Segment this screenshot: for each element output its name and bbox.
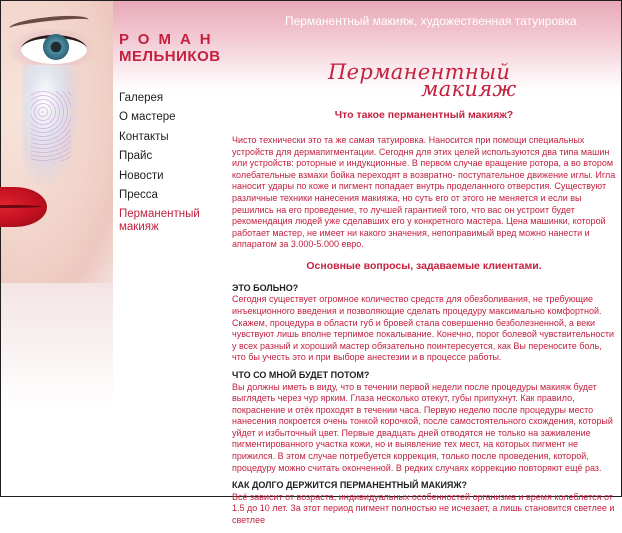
nav-item-about[interactable]: О мастере: [119, 111, 176, 124]
header-title: Перманентный макияж, художественная татуировка: [285, 14, 577, 28]
faq-question: ЭТО БОЛЬНО?: [232, 282, 299, 293]
main-question: Что такое перманентный макияж?: [334, 109, 514, 121]
faq-answer: Сегодня существует огромное количество средств для обезболивания, не требующие инъекционного введения и позволяющие сделать процедуру максимально комфортной. Скажем, процедура в области губ и бровей стала совершенно безболезненной, а веки чувствуют лишь вполне терпимое покалывание. Конечно, порог болевой чувствительности у всех разный и хороший мастер обязательно поинтересуется, как Вы переносите боль, что бы учесть это и при выборе анестезии и в процессе работы.: [232, 294, 614, 363]
intro-paragraph: Чисто технически это та же самая татуировка. Наносится при помощи специальных устройств для дермапигментации. Сегодня для этих целей используются два типа машин или устройств: роторные и индукционные. В первом случае вращение ротора, а во втором колебательные взмахи бойка переходят в возвратно- поступательное движение иглы. Игла наносит удары по коже и пигмент попадает внутрь проделанного отверстия. Существуют различные техники нанесения макияжа, но суть его от этого не меняется и если вы решились на его проведение, то лучшей гарантией того, что вас он устроит будет рекомендация людей уже сделавших его у конкретного мастера. Цена машинки, которой работает мастер, не имеет ни какого значения, непоправимый вред можно нанести и аппаратом за 3.000-5.000 евро.: [232, 135, 616, 250]
section-logo-line1: Перманентный: [328, 60, 511, 84]
main-nav: [119, 92, 224, 241]
brand-logo[interactable]: [119, 31, 221, 65]
faq-question: КАК ДОЛГО ДЕРЖИТСЯ ПЕРМАНЕНТНЫЙ МАКИЯЖ?: [232, 480, 468, 491]
brand-first-name: РОМАН: [119, 31, 220, 48]
portrait-image: [1, 1, 113, 283]
nav-item-news[interactable]: Новости: [119, 169, 164, 182]
nav-item-press[interactable]: Пресса: [119, 188, 158, 201]
faq-item: [232, 283, 616, 364]
faq-question: ЧТО СО МНОЙ БУДЕТ ПОТОМ?: [232, 370, 370, 380]
left-column-fade: [1, 283, 113, 496]
nav-item-permanent-makeup[interactable]: Перманентный макияж: [119, 208, 200, 234]
faq-answer: Всё зависит от возраста, индивидуальных особенностей организма и время колеблется от 1.5 до 10 лет. За этот период пигмент полностью не исчезает, а лишь становится светлее и светлее: [232, 491, 615, 525]
faq-item: [232, 480, 616, 526]
nav-item-contacts[interactable]: Контакты: [119, 130, 169, 143]
brand-last-name: МЕЛЬНИКОВ: [119, 48, 221, 65]
faq-answer: Вы должны иметь в виду, что в течении первой недели после процедуры макияж будет выглядеть через чур ярким. Глаза несколько отекут, губы припухнут. Как правило, покраснение и отёк проходят в течении часа. Первую неделю после процедуры место нанесения покроется очень тонкой корочкой, после самостоятельного схождения, который уйдет и избыточный цвет. Первые двадцать дней отводятся не только на заживление пигментированного участка кожи, но и выявление тех мест, на которых пигмент не прижился. В этом случае потребуется коррекция, только после проведения, которой, процедуру можно считать оконченной. В редких случаях коррекцию повторяют ещё раз.: [232, 381, 613, 473]
section-logo: [328, 61, 517, 100]
nav-item-price[interactable]: Прайс: [119, 150, 153, 163]
main-content: [232, 109, 616, 533]
section-logo-line2: макияж: [421, 77, 517, 101]
iris: [43, 34, 69, 60]
faq-title: Основные вопросы, задаваемые клиентами.: [306, 259, 542, 272]
glitter-sparkles: [31, 91, 71, 161]
nav-item-gallery[interactable]: Галерея: [119, 92, 164, 104]
faq-item: [232, 370, 616, 474]
